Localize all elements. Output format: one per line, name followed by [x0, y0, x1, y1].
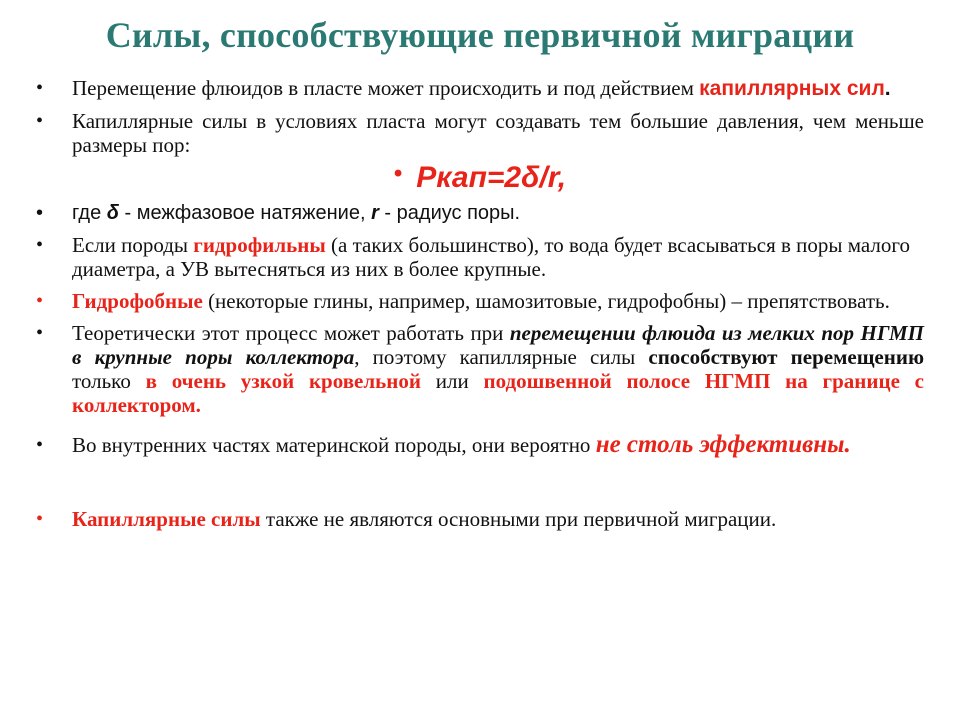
formula-text: Ркап=2δ/r, [416, 161, 567, 194]
bullet-item-3 [36, 201, 924, 225]
slide-title: Силы, способствующие первичной миграции [105, 15, 855, 55]
text-segment: также не являются основными при первичной миграции. [260, 507, 777, 531]
text-segment: (а таких большинство), то вода будет всасываться в поры малого диаметра, а УВ вытесняться из них в более крупные. [72, 233, 910, 281]
text-emphasis: перемещении флюида из мелких пор НГМП в крупные поры коллектора [72, 321, 924, 369]
formula-item [36, 161, 924, 197]
text-segment: Если породы [72, 233, 194, 257]
bullet-icon: • [36, 77, 44, 99]
bullet-item-6 [36, 321, 924, 417]
bullet-icon: • [36, 234, 44, 256]
bullet-item-4 [36, 233, 924, 281]
text-segment: - межфазовое натяжение, [118, 202, 372, 224]
bullet-list [36, 76, 924, 531]
bullet-item-2 [36, 109, 924, 157]
text-highlight: Капиллярные силы [72, 507, 261, 531]
bullet-item-7 [36, 431, 924, 459]
text-highlight: капиллярных сил [699, 77, 885, 100]
text-segment: (некоторые глины, например, шамозитовые, гидрофобны) – препятствовать. [202, 289, 890, 313]
bullet-item-8 [36, 507, 924, 531]
text-segment: , поэтому капиллярные силы [354, 345, 649, 369]
bullet-icon: • [36, 508, 44, 530]
text-symbol: r [371, 202, 379, 224]
text-segment: - радиус поры. [378, 202, 521, 224]
text-segment: Перемещение флюидов в пласте может происходить и под действием [72, 76, 700, 100]
text-highlight: не столь эффективны. [595, 431, 851, 458]
bullet-item-1 [36, 76, 924, 101]
text-segment: . [884, 77, 891, 100]
bullet-icon: • [36, 322, 44, 344]
bullet-icon: • [36, 110, 44, 132]
bullet-icon: • [393, 160, 403, 187]
bullet-icon: • [36, 202, 44, 224]
text-highlight: подошвенной полосе НГМП на границе с коллектором. [72, 369, 924, 417]
text-segment: или [420, 369, 484, 393]
text-segment: Во внутренних частях материнской породы, они вероятно [72, 433, 596, 457]
text-segment: Теоретически этот процесс может работать при [72, 321, 510, 345]
bullet-icon: • [36, 434, 44, 456]
text-segment: только [72, 369, 146, 393]
text-highlight: гидрофильны [193, 233, 326, 257]
text-segment: где [72, 202, 107, 224]
text-segment: Капиллярные силы в условиях пласта могут создавать тем большие давления, чем меньше размеры пор: [72, 109, 924, 157]
bullet-item-5 [36, 289, 924, 313]
bullet-icon: • [36, 290, 44, 312]
text-highlight: в очень узкой кровельной [145, 369, 421, 393]
text-emphasis: способствуют перемещению [648, 345, 924, 369]
text-symbol: δ [106, 202, 119, 224]
text-highlight: Гидрофобные [72, 289, 203, 313]
